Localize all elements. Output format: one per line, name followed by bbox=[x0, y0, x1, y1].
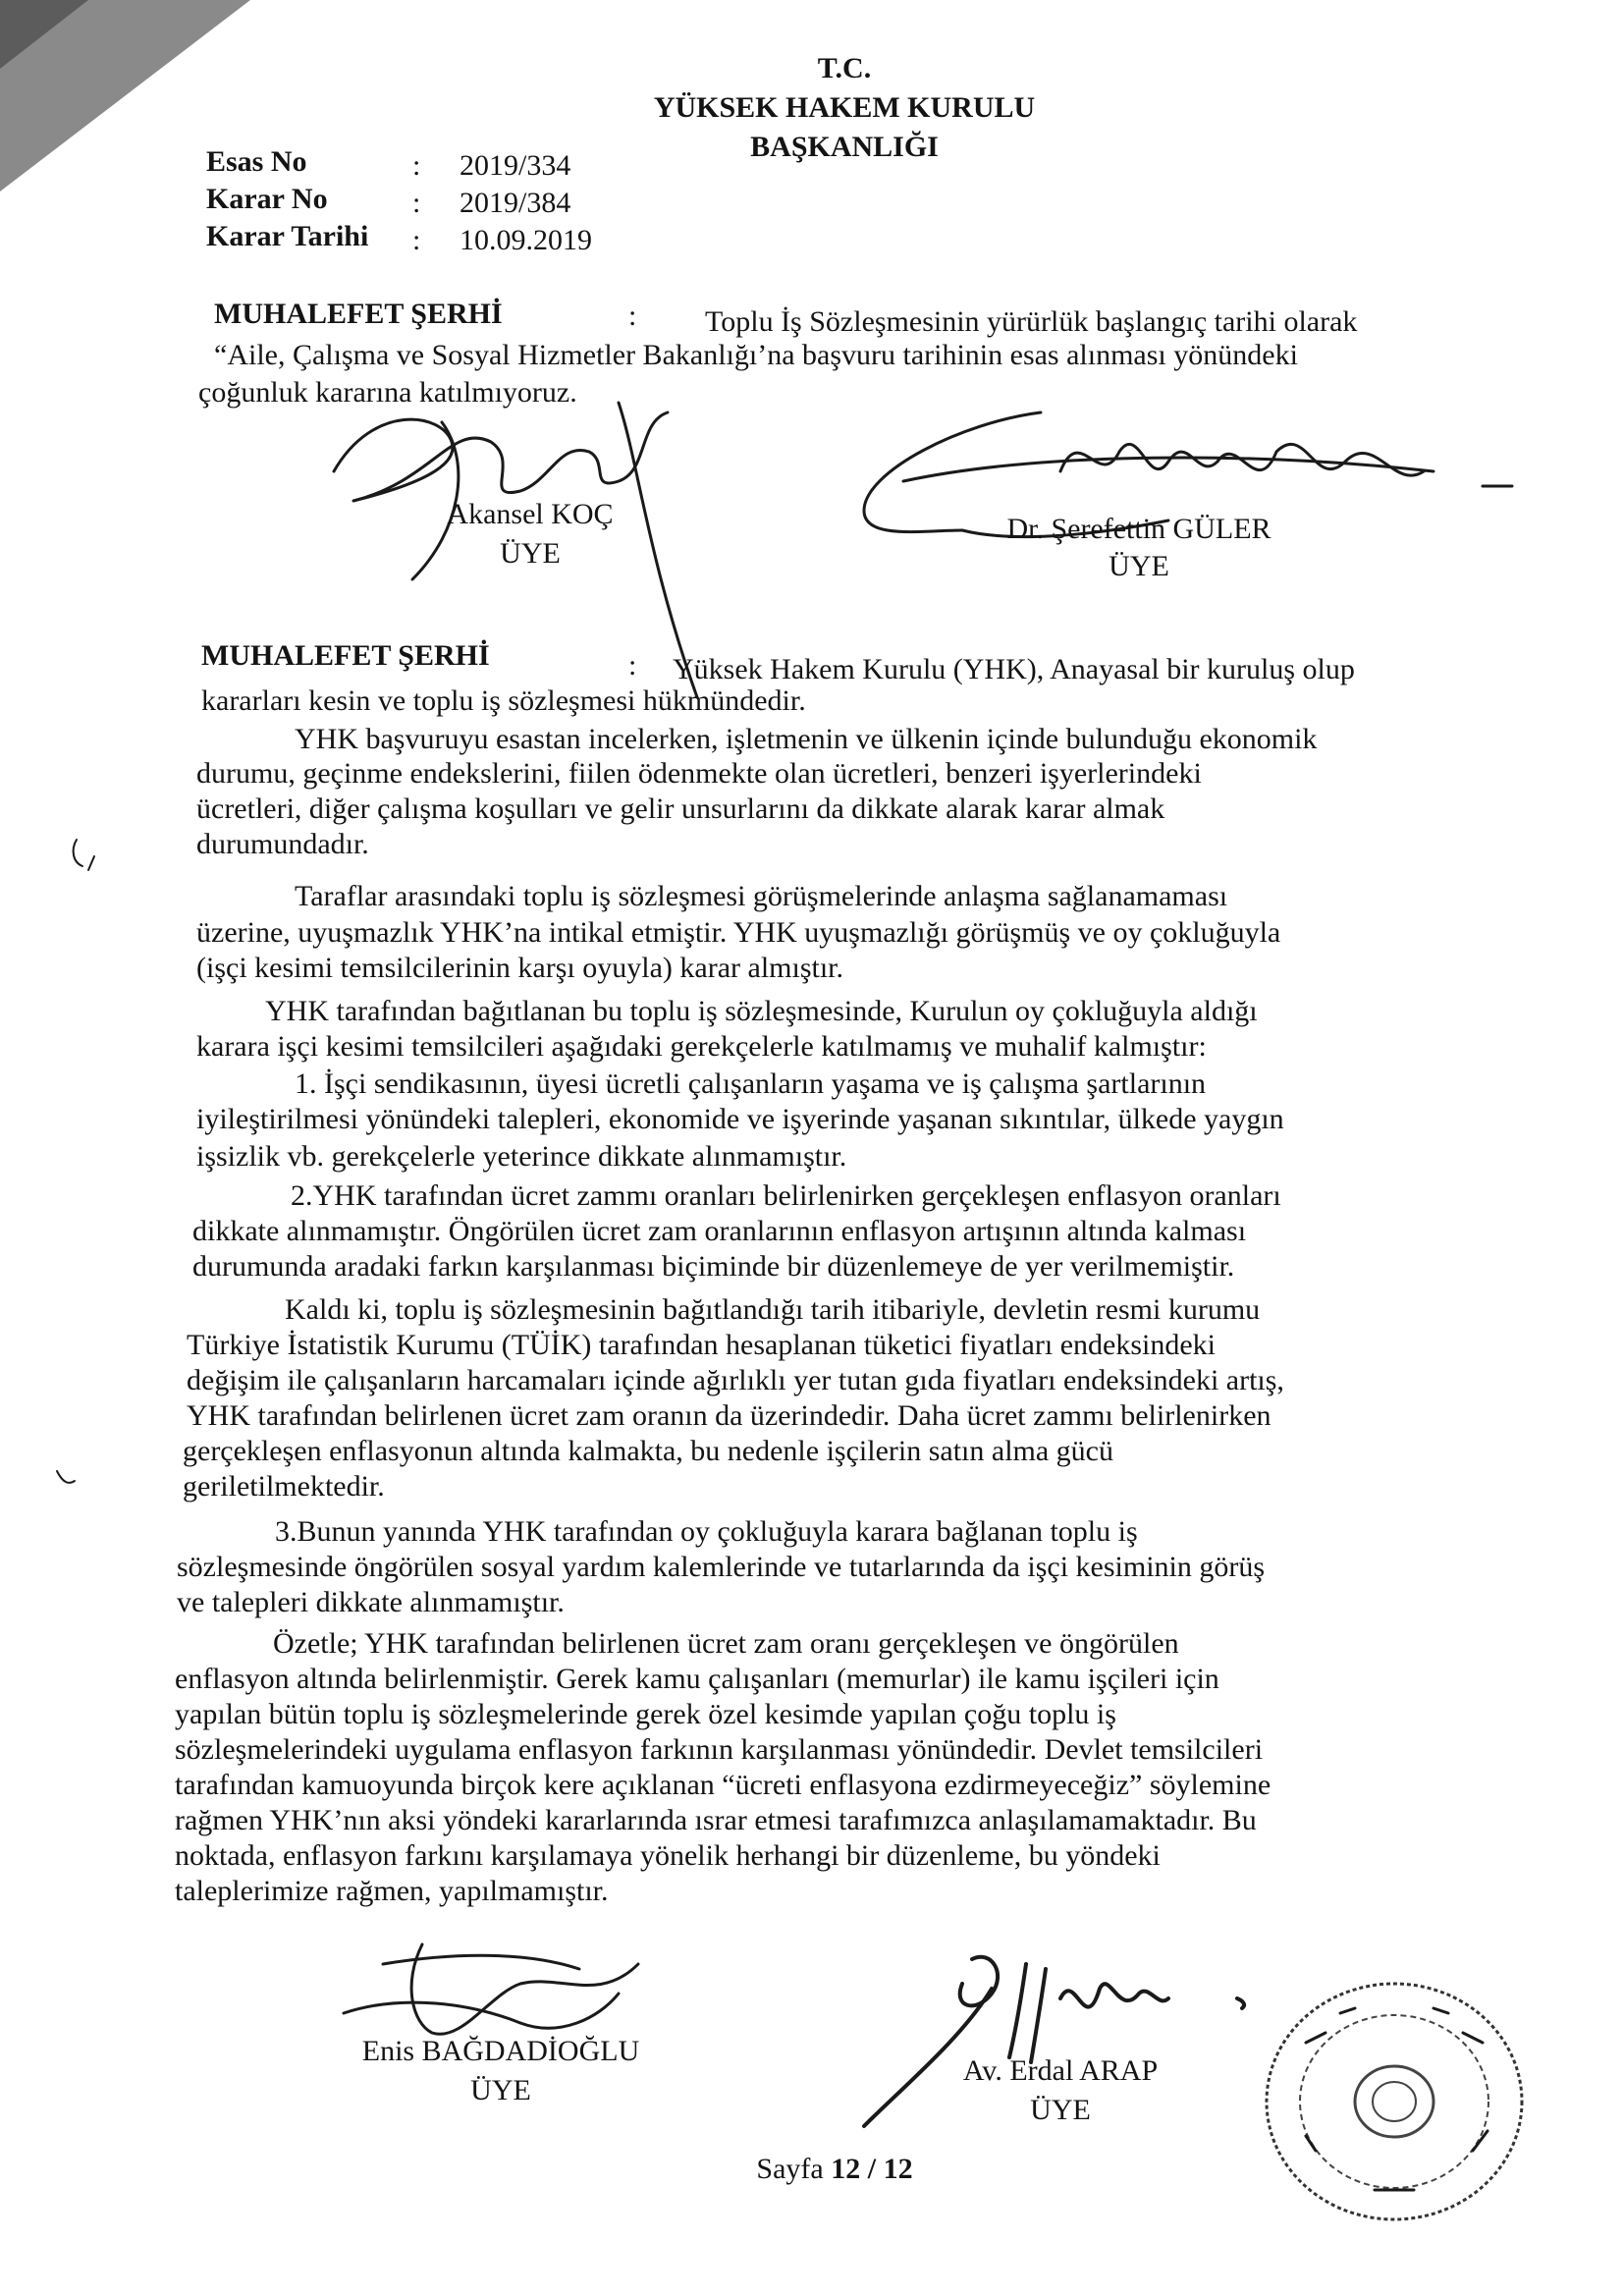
karar-tarihi-label: Karar Tarihi bbox=[206, 220, 369, 252]
section2-line-6: durumundadır. bbox=[196, 828, 369, 860]
section2-line-24: 3.Bunun yanında YHK tarafından oy çokluğuyla karara bağlanan toplu iş bbox=[275, 1515, 1138, 1548]
margin-mark-1 bbox=[67, 835, 106, 874]
section2-line-13: iyileştirilmesi yönündeki talepleri, ekonomide ve işyerinde yaşanan sıkıntılar, ülkede yaygın bbox=[196, 1103, 1284, 1135]
section2-line-5: ücretleri, diğer çalışma koşulları ve gelir unsurlarını da dikkate alarak karar almak bbox=[196, 793, 1165, 825]
section2-line-10: YHK tarafından bağıtlanan bu toplu iş sözleşmesinde, Kurulun oy çokluğuyla aldığı bbox=[265, 995, 1258, 1027]
section2-line-31: tarafından kamuoyunda birçok kere açıklanan “ücreti enflasyona ezdirmeyeceğiz” söylemine bbox=[175, 1769, 1271, 1801]
karar-no-colon: : bbox=[412, 187, 421, 219]
section2-line-25: sözleşmesinde öngörülen sosyal yardım kalemlerinde ve tutarlarında da işçi kesiminin görüş bbox=[177, 1551, 1266, 1583]
section2-line-30: sözleşmelerindeki uygulama enflasyon farkının karşılanması yönündedir. Devlet temsilcileri bbox=[175, 1733, 1264, 1766]
page-separator: / bbox=[867, 2153, 877, 2185]
section2-line-32: rağmen YHK’nın aksi yöndeki kararlarında ısrar etmesi tarafımızca anlaşılamamaktadır. Bu bbox=[175, 1804, 1257, 1836]
section2-line-34: taleplerimize rağmen, yapılmamıştır. bbox=[175, 1875, 609, 1907]
section2-line-4: durumu, geçinme endekslerini, fiilen ödenmekte olan ücretleri, benzeri işyerlerindeki bbox=[196, 757, 1202, 790]
signer1-name: Akansel KOÇ bbox=[447, 498, 614, 530]
karar-tarihi-value: 10.09.2019 bbox=[460, 224, 592, 256]
section1-colon: : bbox=[628, 300, 637, 332]
section2-line-23: geriletilmektedir. bbox=[183, 1470, 385, 1503]
section2-line-7: Taraflar arasındaki toplu iş sözleşmesi görüşmelerinde anlaşma sağlanamaması bbox=[295, 880, 1228, 912]
section2-line-29: yapılan bütün toplu iş sözleşmelerinde gerek özel kesimde yapılan çoğu toplu iş bbox=[175, 1698, 1116, 1730]
section2-line-15: 2.YHK tarafından ücret zammı oranları belirlenirken gerçekleşen enflasyon oranları bbox=[291, 1179, 1281, 1212]
section2-line-2: kararları kesin ve toplu iş sözleşmesi hükmündedir. bbox=[201, 684, 806, 717]
esas-no-label: Esas No bbox=[206, 145, 307, 178]
signer4-name: Av. Erdal ARAP bbox=[962, 2054, 1159, 2087]
section2-line-20: değişim ile çalışanların harcamaları içinde ağırlıklı yer tutan gıda fiyatları endeksindeki artış, bbox=[187, 1364, 1284, 1396]
header-institution: YÜKSEK HAKEM KURULU bbox=[653, 91, 1036, 124]
karar-no-value: 2019/384 bbox=[460, 187, 571, 219]
section2-line-21: YHK tarafından belirlenen ücret zam oranın da üzerindedir. Daha ücret zammı belirlenirken bbox=[187, 1399, 1271, 1432]
signer2-name: Dr. Şerefettin GÜLER bbox=[1006, 513, 1271, 545]
header-tc: T.C. bbox=[817, 52, 872, 84]
section2-line-27: Özetle; YHK tarafından belirlenen ücret zam oranı gerçekleşen ve öngörülen bbox=[273, 1627, 1179, 1660]
margin-mark-2 bbox=[49, 1463, 79, 1493]
section2-line-8: üzerine, uyuşmazlık YHK’na intikal etmiştir. YHK uyuşmazlığı görüşmüş ve oy çokluğuyla bbox=[196, 916, 1281, 949]
esas-no-value: 2019/334 bbox=[460, 149, 571, 182]
section2-line-22: gerçekleşen enflasyonun altında kalmakta, bu nedenle işçilerin satın alma gücü bbox=[183, 1435, 1113, 1467]
section2-line-9: (işçi kesimi temsilcilerinin karşı oyuyla) karar almıştır. bbox=[196, 952, 844, 984]
section2-line-33: noktada, enflasyon farkını karşılamaya yönelik herhangi bir düzenleme, bu yöndeki bbox=[175, 1839, 1161, 1872]
section1-line-3: çoğunluk kararına katılmıyoruz. bbox=[198, 376, 577, 409]
page-word: Sayfa bbox=[756, 2153, 824, 2185]
section2-colon: : bbox=[628, 649, 637, 682]
karar-tarihi-colon: : bbox=[412, 224, 421, 256]
section2-line-28: enflasyon altında belirlenmiştir. Gerek kamu çalışanları (memurlar) ile kamu işçileri için bbox=[175, 1663, 1219, 1695]
signer1-role: ÜYE bbox=[500, 537, 561, 570]
section2-line-18: Kaldı ki, toplu iş sözleşmesinin bağıtlandığı tarih itibariyle, devletin resmi kurumu bbox=[285, 1293, 1261, 1326]
section1-title: MUHALEFET ŞERHİ bbox=[214, 298, 503, 330]
section2-line-17: durumunda aradaki farkın karşılanması biçiminde bir düzenlemeye de yer verilmemiştir. bbox=[192, 1250, 1235, 1283]
page-total: 12 bbox=[883, 2153, 913, 2185]
header-presidency: BAŞKANLIĞI bbox=[750, 131, 939, 163]
section2-line-1: Yüksek Hakem Kurulu (YHK), Anayasal bir kuruluş olup bbox=[673, 653, 1355, 685]
section2-line-26: ve talepleri dikkate alınmamıştır. bbox=[177, 1586, 565, 1618]
section2-line-3: YHK başvuruyu esastan incelerken, işletmenin ve ülkenin içinde bulunduğu ekonomik bbox=[295, 723, 1318, 755]
section2-title: MUHALEFET ŞERHİ bbox=[201, 639, 490, 672]
page-number bbox=[687, 2153, 982, 2186]
signer2-role: ÜYE bbox=[1109, 550, 1169, 582]
section2-line-12: 1. İşçi sendikasının, üyesi ücretli çalışanların yaşama ve iş çalışma şartlarının bbox=[295, 1067, 1207, 1100]
karar-no-label: Karar No bbox=[206, 183, 328, 215]
section2-line-19: Türkiye İstatistik Kurumu (TÜİK) tarafından hesaplanan tüketici fiyatları endeksindeki bbox=[187, 1329, 1216, 1361]
official-seal bbox=[1247, 1964, 1542, 2239]
esas-no-colon: : bbox=[412, 149, 421, 182]
signer4-role: ÜYE bbox=[1030, 2094, 1091, 2126]
section1-line-1: Toplu İş Sözleşmesinin yürürlük başlangıç tarihi olarak bbox=[705, 305, 1358, 338]
section2-line-14: işsizlik vb. gerekçelerle yeterince dikkate alınmamıştır. bbox=[196, 1140, 847, 1173]
signer3-role: ÜYE bbox=[470, 2074, 531, 2106]
section1-line-2: “Aile, Çalışma ve Sosyal Hizmetler Bakanlığı’na başvuru tarihinin esas alınması yönündeki bbox=[214, 339, 1298, 371]
page-current: 12 bbox=[831, 2153, 861, 2185]
signer3-name: Enis BAĞDADİOĞLU bbox=[361, 2035, 640, 2067]
section2-line-16: dikkate alınmamıştır. Öngörülen ücret zam oranlarının enflasyon artışının altında kalması bbox=[192, 1215, 1247, 1247]
section2-line-11: karara işçi kesimi temsilcileri aşağıdaki gerekçelerle katılmamış ve muhalif kalmıştır: bbox=[196, 1030, 1207, 1063]
